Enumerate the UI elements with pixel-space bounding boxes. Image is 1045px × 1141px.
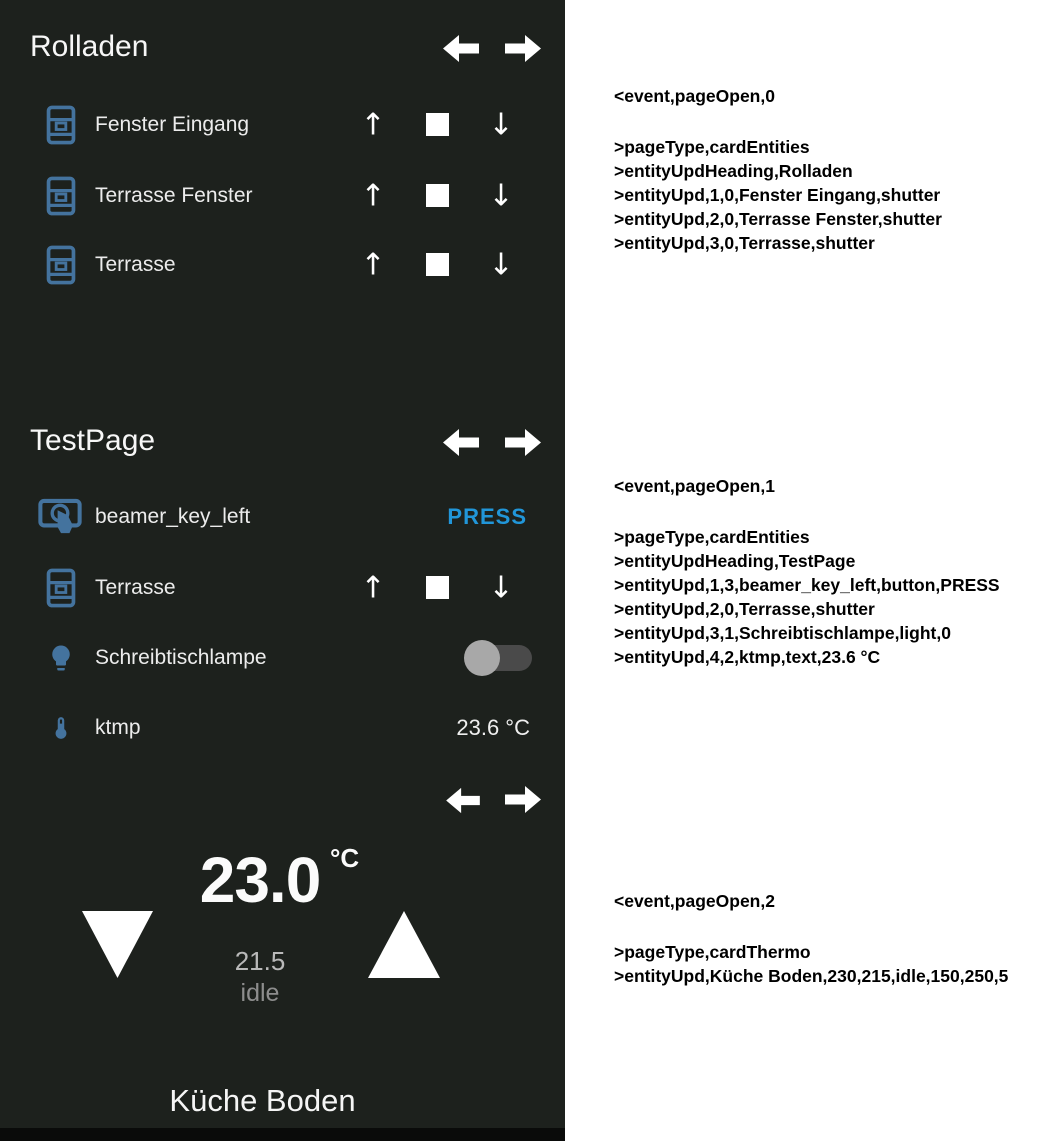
window-shutter-icon bbox=[44, 105, 78, 145]
entity-row bbox=[0, 229, 565, 301]
target-temperature: 21.5 bbox=[234, 946, 286, 976]
arrow-down-icon[interactable]: ↓ bbox=[488, 247, 514, 283]
bottom-bezel-strip bbox=[0, 1128, 565, 1141]
protocol-line: >pageType,cardEntities bbox=[614, 527, 810, 547]
thermometer-icon bbox=[48, 710, 74, 746]
stop-square-icon[interactable] bbox=[426, 184, 449, 207]
protocol-line: >entityUpd,3,1,Schreibtischlampe,light,0 bbox=[614, 623, 951, 643]
protocol-block-page2 bbox=[614, 889, 1044, 988]
entity-row bbox=[0, 481, 565, 553]
protocol-line: >entityUpd,2,0,Terrasse,shutter bbox=[614, 599, 875, 619]
arrow-up-icon[interactable]: ↑ bbox=[360, 178, 386, 214]
protocol-line: >entityUpd,1,0,Fenster Eingang,shutter bbox=[614, 185, 941, 205]
temperature-unit: °C bbox=[330, 843, 360, 873]
stop-square-icon[interactable] bbox=[426, 113, 449, 136]
protocol-line: >entityUpd,Küche Boden,230,215,idle,150,250,5 bbox=[614, 966, 1009, 986]
light-toggle[interactable] bbox=[462, 636, 536, 680]
entity-label: Terrasse bbox=[95, 253, 176, 276]
stop-square-icon[interactable] bbox=[426, 576, 449, 599]
entity-label: Terrasse Fenster bbox=[95, 184, 253, 207]
hvac-state: idle bbox=[240, 979, 280, 1007]
protocol-line: >entityUpd,1,3,beamer_key_left,button,PRESS bbox=[614, 575, 1000, 595]
arrow-right-bold-icon[interactable] bbox=[504, 33, 542, 64]
thermostat-name: Küche Boden bbox=[169, 1083, 356, 1118]
protocol-block-page0 bbox=[614, 84, 1044, 255]
protocol-line: >pageType,cardThermo bbox=[614, 942, 811, 962]
lightbulb-icon bbox=[46, 641, 76, 675]
entity-row bbox=[0, 89, 565, 161]
protocol-line: <event,pageOpen,1 bbox=[614, 476, 775, 496]
entity-value: 23.6 °C bbox=[456, 715, 530, 740]
arrow-right-bold-icon[interactable] bbox=[504, 427, 542, 458]
gesture-tap-button-icon bbox=[38, 497, 82, 537]
entity-label: ktmp bbox=[95, 716, 141, 739]
arrow-up-icon[interactable]: ↑ bbox=[360, 570, 386, 606]
arrow-left-bold-icon[interactable] bbox=[442, 33, 480, 64]
arrow-down-icon[interactable]: ↓ bbox=[488, 107, 514, 143]
protocol-line: >entityUpd,4,2,ktmp,text,23.6 °C bbox=[614, 647, 881, 667]
protocol-line: >pageType,cardEntities bbox=[614, 137, 810, 157]
arrow-up-icon[interactable]: ↑ bbox=[360, 247, 386, 283]
page-title: TestPage bbox=[30, 424, 156, 457]
protocol-line: >entityUpd,3,0,Terrasse,shutter bbox=[614, 233, 875, 253]
arrow-right-bold-icon[interactable] bbox=[504, 784, 542, 815]
entity-row bbox=[0, 692, 565, 764]
entity-label: Schreibtischlampe bbox=[95, 646, 267, 669]
entity-label: Fenster Eingang bbox=[95, 113, 250, 136]
window-shutter-icon bbox=[44, 568, 78, 608]
entity-row bbox=[0, 160, 565, 232]
stop-square-icon[interactable] bbox=[426, 253, 449, 276]
protocol-gap bbox=[614, 913, 1044, 940]
toggle-knob bbox=[464, 640, 500, 676]
page-title: Rolladen bbox=[30, 30, 149, 63]
current-temperature: 23.0 bbox=[199, 844, 321, 916]
window-shutter-icon bbox=[44, 176, 78, 216]
protocol-block-page1 bbox=[614, 474, 1044, 669]
arrow-left-bold-icon[interactable] bbox=[442, 427, 480, 458]
protocol-gap bbox=[614, 108, 1044, 135]
protocol-line: <event,pageOpen,0 bbox=[614, 86, 775, 106]
press-button[interactable]: PRESS bbox=[447, 504, 527, 529]
entity-row bbox=[0, 622, 565, 694]
arrow-up-icon[interactable]: ↑ bbox=[360, 107, 386, 143]
window-shutter-icon bbox=[44, 245, 78, 285]
arrow-down-icon[interactable]: ↓ bbox=[488, 178, 514, 214]
arrow-left-bold-icon[interactable] bbox=[446, 786, 480, 815]
protocol-line: <event,pageOpen,2 bbox=[614, 891, 775, 911]
entity-row bbox=[0, 552, 565, 624]
protocol-gap bbox=[614, 498, 1044, 525]
protocol-line: >entityUpdHeading,Rolladen bbox=[614, 161, 853, 181]
entity-label: Terrasse bbox=[95, 576, 176, 599]
arrow-down-icon[interactable]: ↓ bbox=[488, 570, 514, 606]
protocol-line: >entityUpdHeading,TestPage bbox=[614, 551, 856, 571]
protocol-line: >entityUpd,2,0,Terrasse Fenster,shutter bbox=[614, 209, 942, 229]
entity-label: beamer_key_left bbox=[95, 505, 251, 528]
